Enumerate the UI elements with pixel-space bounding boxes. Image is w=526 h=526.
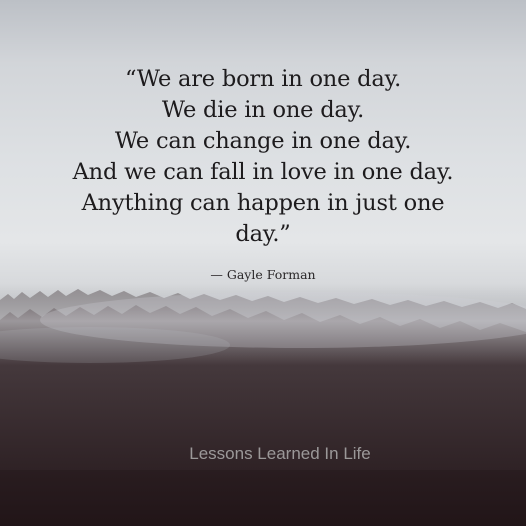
quote-line: And we can fall in love in one day.: [72, 159, 454, 185]
quote-line: day.”: [235, 221, 291, 247]
quote-attribution: — Gayle Forman: [210, 267, 316, 282]
watermark-text: Lessons Learned In Life: [189, 444, 371, 463]
quote-line: We can change in one day.: [114, 128, 412, 154]
quote-line: Anything can happen in just one: [81, 190, 445, 216]
quote-line: “We are born in one day.: [124, 66, 402, 92]
quote-text: [0, 64, 526, 250]
quote-line: We die in one day.: [161, 97, 365, 123]
